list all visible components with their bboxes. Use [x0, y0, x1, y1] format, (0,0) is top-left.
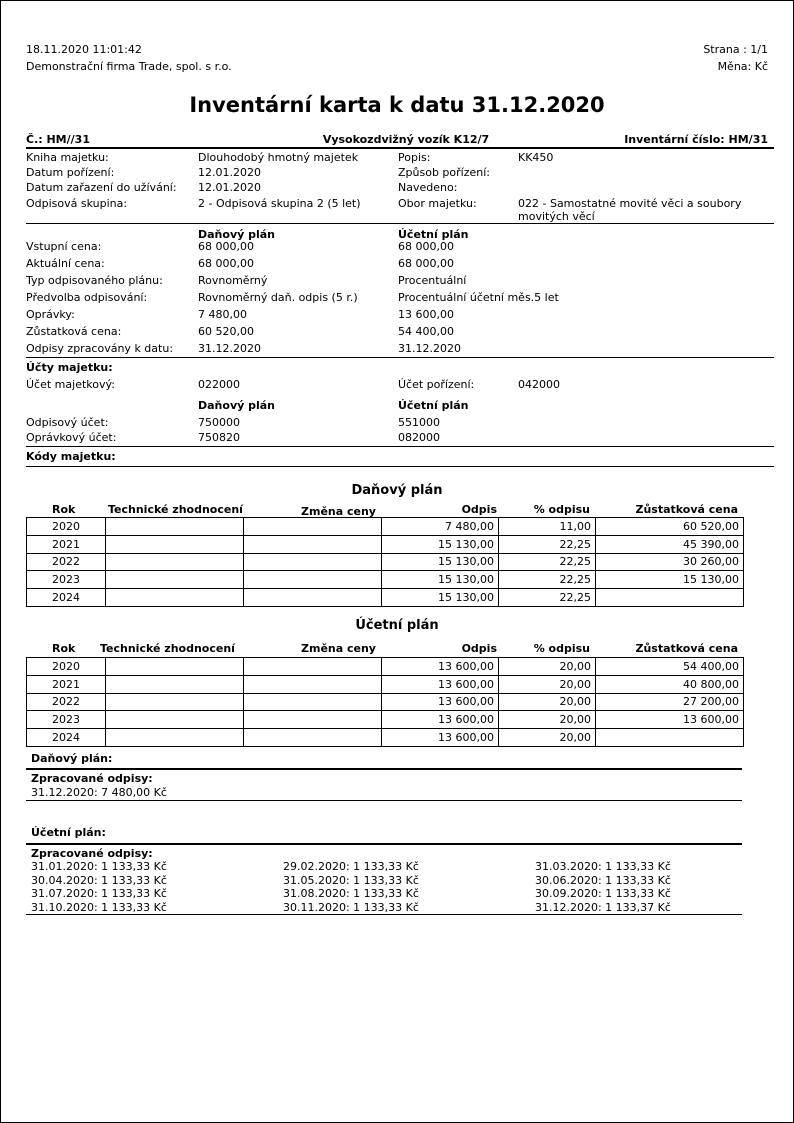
divider	[26, 466, 774, 467]
cell-change	[244, 693, 382, 711]
cell-pct: 20,00	[499, 711, 596, 729]
cell-tech	[106, 535, 244, 553]
plan-row-tax: Rovnoměrný	[198, 274, 268, 287]
plan-row-label: Oprávky:	[26, 308, 75, 321]
processed-acc-section: Účetní plán:	[31, 826, 106, 839]
obor-value-line1: 022 - Samostatné movité věci a soubory	[518, 197, 742, 210]
tax-plan-table	[26, 517, 744, 607]
acc-plan-table	[26, 657, 744, 747]
cell-pct: 20,00	[499, 693, 596, 711]
corr-account-acc: 082000	[398, 431, 440, 444]
accounts-title: Účty majetku:	[26, 361, 113, 374]
book-label: Kniha majetku:	[26, 151, 109, 164]
table-row	[27, 589, 744, 607]
processed-acc-item: 31.12.2020: 1 133,37 Kč	[535, 900, 671, 914]
plan-row-acc: 13 600,00	[398, 308, 454, 321]
cell-rok: 2023	[27, 711, 106, 729]
cell-rest: 15 130,00	[596, 571, 744, 589]
group-label: Odpisová skupina:	[26, 197, 128, 210]
processed-acc-title: Zpracované odpisy:	[31, 847, 153, 860]
use-date-value: 12.01.2020	[198, 181, 261, 194]
cell-change	[244, 675, 382, 693]
processed-acc-item: 31.08.2020: 1 133,33 Kč	[283, 887, 419, 900]
plan-row-label: Předvolba odpisování:	[26, 291, 148, 304]
plan-row-label: Typ odpisovaného plánu:	[26, 274, 163, 287]
table-row	[27, 675, 744, 693]
processed-acc-item: 31.05.2020: 1 133,33 Kč	[283, 873, 419, 887]
cell-odpis: 15 130,00	[382, 535, 499, 553]
cell-tech	[106, 729, 244, 747]
col-change: Změna ceny	[301, 505, 376, 518]
col-change: Změna ceny	[301, 642, 376, 655]
cell-rok: 2020	[27, 658, 106, 676]
acc-plan-heading: Účetní plán	[398, 228, 469, 241]
navedeno-label: Navedeno:	[398, 181, 458, 194]
cell-rest	[596, 729, 744, 747]
plan-row-label: Odpisy zpracovány k datu:	[26, 342, 174, 355]
divider	[26, 357, 774, 358]
cell-rest: 54 400,00	[596, 658, 744, 676]
processed-tax-title: Zpracované odpisy:	[31, 772, 153, 785]
cell-rok: 2022	[27, 693, 106, 711]
col-rok: Rok	[52, 642, 76, 655]
table-row	[27, 729, 744, 747]
asset-account-label: Účet majetkový:	[26, 378, 115, 391]
table-row	[27, 571, 744, 589]
dep-account-acc: 551000	[398, 416, 440, 429]
plan-row-acc: 68 000,00	[398, 240, 454, 253]
acq-date-value: 12.01.2020	[198, 166, 261, 179]
cell-odpis: 15 130,00	[382, 553, 499, 571]
processed-acc-item: 31.01.2020: 1 133,33 Kč	[31, 860, 167, 873]
cell-tech	[106, 658, 244, 676]
cell-change	[244, 658, 382, 676]
processed-acc-item: 29.02.2020: 1 133,33 Kč	[283, 860, 419, 873]
col-odpis: Odpis	[461, 503, 497, 516]
asset-account-value: 022000	[198, 378, 240, 391]
company-name: Demonstrační firma Trade, spol. s r.o.	[26, 60, 232, 73]
processed-acc-item: 31.07.2020: 1 133,33 Kč	[31, 887, 167, 900]
popis-value: KK450	[518, 151, 554, 164]
cell-rok: 2024	[27, 589, 106, 607]
inventory-number: Inventární číslo: HM/31	[624, 133, 768, 146]
corr-account-label: Oprávkový účet:	[26, 431, 117, 444]
dep-account-tax: 750000	[198, 416, 240, 429]
divider	[26, 147, 774, 149]
cell-tech	[106, 553, 244, 571]
cell-odpis: 13 600,00	[382, 675, 499, 693]
cell-pct: 20,00	[499, 675, 596, 693]
asset-number: Č.: HM//31	[26, 133, 90, 146]
plan-row-acc: Procentuální	[398, 274, 467, 287]
plan-row-tax: 60 520,00	[198, 325, 254, 338]
plan-row-tax: 68 000,00	[198, 240, 254, 253]
acq-account-value: 042000	[518, 378, 560, 391]
cell-rok: 2022	[27, 553, 106, 571]
plan-row-acc: 54 400,00	[398, 325, 454, 338]
cell-odpis: 13 600,00	[382, 693, 499, 711]
cell-change	[244, 589, 382, 607]
col-rok: Rok	[52, 503, 76, 516]
page-indicator: Strana : 1/1	[703, 43, 768, 56]
cell-rok: 2020	[27, 518, 106, 536]
cell-odpis: 13 600,00	[382, 729, 499, 747]
tax-plan-heading: Daňový plán	[198, 228, 276, 241]
obor-label: Obor majetku:	[398, 197, 477, 210]
use-date-label: Datum zařazení do užívání:	[26, 181, 177, 194]
plan-row-tax: 31.12.2020	[198, 342, 261, 355]
divider	[26, 843, 742, 845]
cell-rest: 60 520,00	[596, 518, 744, 536]
cell-rest: 13 600,00	[596, 711, 744, 729]
plan-row-label: Aktuální cena:	[26, 257, 105, 270]
cell-pct: 20,00	[499, 658, 596, 676]
accounts-tax-heading: Daňový plán	[198, 399, 276, 412]
plan-row-acc: 31.12.2020	[398, 342, 461, 355]
col-tech: Technické zhodnocení	[108, 503, 243, 516]
acq-method-label: Způsob pořízení:	[398, 166, 490, 179]
divider	[26, 446, 774, 447]
col-rest: Zůstatková cena	[635, 642, 738, 655]
tax-table-title: Daňový plán	[351, 483, 443, 498]
cell-tech	[106, 571, 244, 589]
cell-pct: 22,25	[499, 553, 596, 571]
cell-odpis: 13 600,00	[382, 711, 499, 729]
processed-acc-item: 30.09.2020: 1 133,33 Kč	[535, 887, 671, 900]
cell-rest: 30 260,00	[596, 553, 744, 571]
cell-rest: 45 390,00	[596, 535, 744, 553]
print-datetime: 18.11.2020 11:01:42	[26, 43, 142, 56]
cell-pct: 20,00	[499, 729, 596, 747]
col-pct: % odpisu	[533, 642, 590, 655]
table-row	[27, 535, 744, 553]
acc-table-title: Účetní plán	[355, 618, 439, 633]
popis-label: Popis:	[398, 151, 431, 164]
processed-acc-item: 30.06.2020: 1 133,33 Kč	[535, 873, 671, 887]
cell-change	[244, 711, 382, 729]
page-title: Inventární karta k datu 31.12.2020	[189, 93, 605, 117]
divider	[26, 768, 742, 770]
book-value: Dlouhodobý hmotný majetek	[198, 151, 359, 164]
cell-tech	[106, 518, 244, 536]
acq-account-label: Účet pořízení:	[398, 378, 475, 391]
col-pct: % odpisu	[533, 503, 590, 516]
currency-label: Měna: Kč	[717, 60, 768, 73]
table-row	[27, 711, 744, 729]
acq-date-label: Datum pořízení:	[26, 166, 115, 179]
divider	[26, 800, 742, 801]
cell-change	[244, 518, 382, 536]
plan-row-tax: Rovnoměrný daň. odpis (5 r.)	[198, 291, 358, 304]
accounts-acc-heading: Účetní plán	[398, 399, 469, 412]
cell-tech	[106, 589, 244, 607]
cell-change	[244, 535, 382, 553]
processed-acc-item: 30.04.2020: 1 133,33 Kč	[31, 873, 167, 887]
divider	[26, 223, 774, 224]
table-row	[27, 553, 744, 571]
plan-row-acc: Procentuální účetní měs.5 let	[398, 291, 559, 304]
cell-tech	[106, 711, 244, 729]
cell-pct: 22,25	[499, 535, 596, 553]
cell-odpis: 15 130,00	[382, 571, 499, 589]
cell-tech	[106, 675, 244, 693]
processed-tax-section: Daňový plán:	[31, 752, 113, 765]
obor-value-line2: movitých věcí	[518, 210, 595, 223]
cell-pct: 22,25	[499, 571, 596, 589]
corr-account-tax: 750820	[198, 431, 240, 444]
plan-row-label: Zůstatková cena:	[26, 325, 122, 338]
codes-title: Kódy majetku:	[26, 450, 116, 463]
table-row	[27, 658, 744, 676]
plan-row-tax: 68 000,00	[198, 257, 254, 270]
col-odpis: Odpis	[461, 642, 497, 655]
cell-rok: 2021	[27, 675, 106, 693]
group-value: 2 - Odpisová skupina 2 (5 let)	[198, 197, 361, 210]
cell-pct: 22,25	[499, 589, 596, 607]
cell-change	[244, 571, 382, 589]
cell-rest: 27 200,00	[596, 693, 744, 711]
cell-rok: 2023	[27, 571, 106, 589]
cell-rest: 40 800,00	[596, 675, 744, 693]
cell-rest	[596, 589, 744, 607]
processed-acc-item: 30.11.2020: 1 133,33 Kč	[283, 900, 419, 914]
cell-odpis: 13 600,00	[382, 658, 499, 676]
col-rest: Zůstatková cena	[635, 503, 738, 516]
processed-acc-item: 31.03.2020: 1 133,33 Kč	[535, 860, 671, 873]
processed-acc-item: 31.10.2020: 1 133,33 Kč	[31, 900, 167, 914]
col-tech: Technické zhodnocení	[100, 642, 235, 655]
cell-pct: 11,00	[499, 518, 596, 536]
cell-odpis: 15 130,00	[382, 589, 499, 607]
divider	[26, 914, 742, 915]
cell-odpis: 7 480,00	[382, 518, 499, 536]
table-row	[27, 518, 744, 536]
plan-row-acc: 68 000,00	[398, 257, 454, 270]
cell-rok: 2021	[27, 535, 106, 553]
table-row	[27, 693, 744, 711]
plan-row-label: Vstupní cena:	[26, 240, 102, 253]
processed-tax-item: 31.12.2020: 7 480,00 Kč	[31, 786, 167, 799]
dep-account-label: Odpisový účet:	[26, 416, 109, 429]
plan-row-tax: 7 480,00	[198, 308, 247, 321]
cell-change	[244, 729, 382, 747]
cell-change	[244, 553, 382, 571]
cell-rok: 2024	[27, 729, 106, 747]
asset-name: Vysokozdvižný vozík K12/7	[322, 133, 490, 146]
cell-tech	[106, 693, 244, 711]
